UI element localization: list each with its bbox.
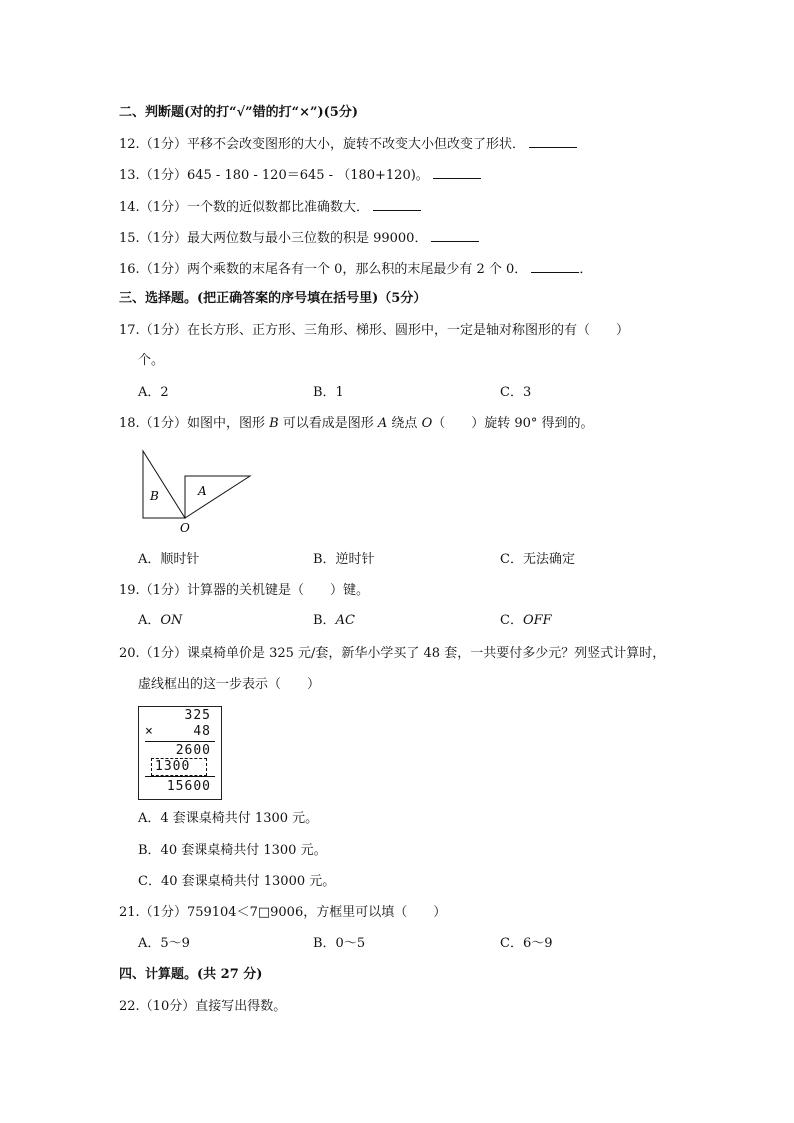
option-b[interactable]: [313, 612, 355, 630]
section-heading-judgement: 二、判断题(对的打“√”错的打“×”)(5分): [119, 105, 358, 120]
question-text: 645 - 180 - 120＝645 - （180+120)。: [186, 168, 429, 183]
rotation-figure: [138, 448, 258, 538]
question-20-line1: 20.（1分）课桌椅单价是 325 元/套，新华小学买了 48 套，一共要付多少元？列竖式计算时，: [119, 646, 666, 661]
calc-product: 15600: [166, 779, 211, 794]
option-b[interactable]: B．1: [313, 385, 344, 400]
option-c[interactable]: C．40 套课桌椅共付 13000 元。: [138, 874, 336, 889]
option-a[interactable]: A．顺时针: [138, 552, 200, 567]
option-c[interactable]: C．无法确定: [500, 552, 575, 567]
question-21-line1: 21.（1分）759104＜7□9006，方框里可以填（ ）: [119, 905, 447, 920]
option-a[interactable]: A．4 套课桌椅共付 1300 元。: [138, 811, 319, 826]
question-text: 最大两位数与最小三位数的积是 99000．: [186, 231, 428, 246]
question-15: [119, 229, 479, 248]
question-text: （ ）旋转 90° 得到的。: [432, 416, 594, 431]
question-points: （1分）: [139, 262, 187, 277]
question-18-line1: [119, 415, 594, 433]
option-letter: C．: [500, 613, 523, 628]
option-value: OFF: [522, 613, 552, 628]
option-a[interactable]: [138, 612, 182, 630]
question-number: 12.: [119, 137, 140, 152]
question-14: [119, 198, 421, 217]
label-a: A: [198, 484, 207, 498]
question-points: （1分）: [139, 168, 187, 183]
question-17-line2: 个。: [138, 353, 165, 368]
figure-label-inline: O: [421, 416, 433, 431]
option-letter: B．: [313, 613, 336, 628]
calc-multiplicand: 325: [184, 708, 211, 723]
option-b[interactable]: B．0～5: [313, 936, 366, 951]
question-text: 两个乘数的末尾各有一个 0，那么积的末尾最少有 2 个 0．: [186, 262, 528, 277]
option-a[interactable]: A．2: [138, 385, 169, 400]
vertical-multiplication-box: [138, 706, 222, 800]
option-value: AC: [335, 613, 355, 628]
question-number: 14.: [119, 200, 140, 215]
question-points: （1分）: [139, 200, 187, 215]
answer-blank[interactable]: [529, 135, 577, 148]
option-c[interactable]: C．3: [500, 385, 532, 400]
calc-rule: [145, 741, 215, 742]
question-text: 18.（1分）如图中，图形: [119, 416, 270, 431]
label-o: O: [180, 521, 190, 535]
answer-blank[interactable]: [433, 166, 481, 179]
question-22: 22.（10分）直接写出得数。: [119, 999, 287, 1014]
option-letter: A．: [138, 613, 161, 628]
label-b: B: [150, 489, 159, 503]
question-text: 一个数的近似数都比准确数大．: [186, 200, 369, 215]
question-13: [119, 166, 481, 185]
question-19-line1: 19.（1分）计算器的关机键是（ ）键。: [119, 583, 369, 598]
calc-partial-1: 2600: [175, 743, 211, 758]
answer-blank[interactable]: [431, 229, 479, 242]
answer-blank[interactable]: [531, 260, 579, 273]
question-20-line2: 虚线框出的这一步表示（ ）: [138, 677, 321, 692]
times-sign: ×: [145, 724, 154, 739]
question-17-line1: 17.（1分）在长方形、正方形、三角形、梯形、圆形中，一定是轴对称图形的有（ ）: [119, 323, 629, 338]
option-b[interactable]: B．40 套课桌椅共付 1300 元。: [138, 843, 327, 858]
section-heading-choice: 三、选择题。(把正确答案的序号填在括号里)（5分）: [119, 291, 427, 306]
figure-label-inline: B: [269, 416, 279, 431]
option-b[interactable]: B．逆时针: [313, 552, 375, 567]
question-16: [119, 260, 592, 279]
option-c[interactable]: [500, 612, 552, 630]
triangle-b: [143, 451, 185, 518]
question-points: （1分）: [139, 231, 187, 246]
question-number: 15.: [119, 231, 140, 246]
question-text: 绕点: [387, 416, 422, 431]
triangle-a: [185, 476, 250, 518]
question-12: [119, 135, 577, 154]
answer-blank[interactable]: [373, 198, 421, 211]
section-heading-calculation: 四、计算题。(共 27 分): [119, 967, 263, 982]
question-number: 16.: [119, 262, 140, 277]
calc-multiplier: 48: [193, 724, 211, 739]
question-text: 平移不会改变图形的大小，旋转不改变大小但改变了形状．: [186, 137, 525, 152]
question-end-mark: ．: [579, 262, 593, 277]
calc-partial-2: 1300: [155, 759, 191, 774]
question-text: 可以看成是图形: [278, 416, 378, 431]
option-c[interactable]: C．6～9: [500, 936, 553, 951]
figure-label-inline: A: [377, 416, 388, 431]
option-a[interactable]: A．5～9: [138, 936, 190, 951]
calc-rule: [145, 776, 215, 777]
question-points: （1分）: [139, 137, 187, 152]
question-number: 13.: [119, 168, 140, 183]
option-value: ON: [160, 613, 183, 628]
